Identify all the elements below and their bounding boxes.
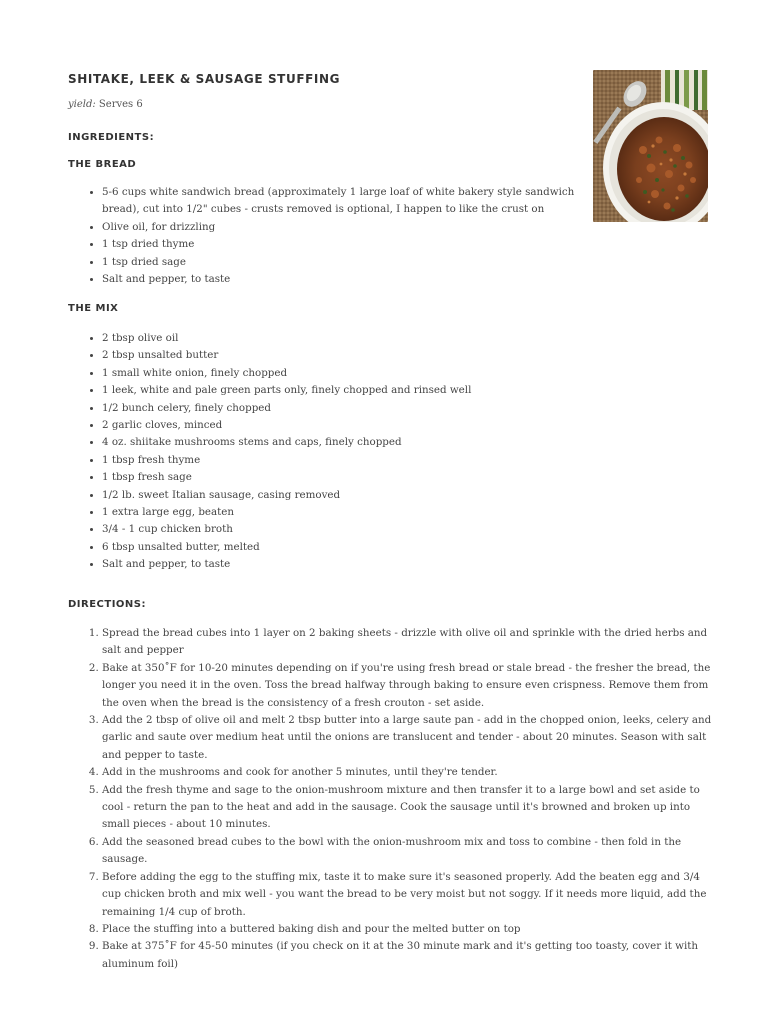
mix-heading: THE MIX [68, 303, 119, 314]
list-item: • 1 tsp dried sage [102, 254, 602, 271]
list-item: • 2 tbsp unsalted butter [102, 347, 662, 364]
direction-step: 3. Add the 2 tbsp of olive oil and melt 2 tbsp butter into a large saute pan - add in the chopped onion, leeks, celery and garlic and saute over medium heat until the onions are translucent and tender - about 20 minutes. Season with salt and pepper to taste. [102, 712, 714, 764]
list-item: • 6 tbsp unsalted butter, melted [102, 539, 662, 556]
list-item: • 2 garlic cloves, minced [102, 417, 662, 434]
list-item: • 1/2 bunch celery, finely chopped [102, 400, 662, 417]
list-item: • 1 leek, white and pale green parts only, finely chopped and rinsed well [102, 382, 662, 399]
directions-list [84, 625, 714, 973]
bread-ingredients-list [84, 184, 602, 288]
list-item: • 2 tbsp olive oil [102, 330, 662, 347]
list-item: • 1 extra large egg, beaten [102, 504, 662, 521]
list-item: • Salt and pepper, to taste [102, 556, 662, 573]
direction-step: 8. Place the stuffing into a buttered baking dish and pour the melted butter on top [102, 921, 714, 938]
direction-step: 6. Add the seasoned bread cubes to the bowl with the onion-mushroom mix and toss to combine - then fold in the sausage. [102, 834, 714, 869]
yield-label: yield: [68, 99, 96, 110]
list-item: • Salt and pepper, to taste [102, 271, 602, 288]
direction-step: 4. Add in the mushrooms and cook for another 5 minutes, until they're tender. [102, 764, 714, 781]
direction-step: 7. Before adding the egg to the stuffing mix, taste it to make sure it's seasoned properly. Add the beaten egg and 3/4 cup chicken broth and mix well - you want the bread to be very moist but not soggy. If it needs more liquid, add the remaining 1/4 cup of broth. [102, 869, 714, 921]
bread-heading: THE BREAD [68, 159, 137, 170]
directions-heading: DIRECTIONS: [68, 599, 147, 610]
recipe-title: SHITAKE, LEEK & SAUSAGE STUFFING [68, 72, 341, 86]
ingredients-heading: INGREDIENTS: [68, 132, 155, 143]
list-item: • 1 tbsp fresh thyme [102, 452, 662, 469]
list-item: • 1 tbsp fresh sage [102, 469, 662, 486]
direction-step: 1. Spread the bread cubes into 1 layer on 2 baking sheets - drizzle with olive oil and sprinkle with the dried herbs and salt and pepper [102, 625, 714, 660]
list-item: • 1/2 lb. sweet Italian sausage, casing removed [102, 487, 662, 504]
list-item: • 3/4 - 1 cup chicken broth [102, 521, 662, 538]
direction-step: 9. Bake at 375˚F for 45-50 minutes (if you check on it at the 30 minute mark and it's getting too toasty, cover it with aluminum foil) [102, 938, 714, 973]
yield-value: Serves 6 [98, 99, 143, 110]
list-item: • 1 small white onion, finely chopped [102, 365, 662, 382]
recipe-yield [68, 99, 143, 110]
direction-step: 5. Add the fresh thyme and sage to the onion-mushroom mixture and then transfer it to a large bowl and set aside to cool - return the pan to the heat and add in the sausage. Cook the sausage until it's browned and broken up into small pieces - about 10 minutes. [102, 782, 714, 834]
list-item: • 4 oz. shiitake mushrooms stems and caps, finely chopped [102, 434, 662, 451]
list-item: • 5-6 cups white sandwich bread (approximately 1 large loaf of white bakery style sandwich bread), cut into 1/2" cubes - crusts removed is optional, I happen to like the crust on [102, 184, 602, 219]
direction-step: 2. Bake at 350˚F for 10-20 minutes depending on if you're using fresh bread or stale bread - the fresher the bread, the longer you need it in the oven. Toss the bread halfway through baking to ensure even crispness. Remove them from the oven when the bread is the consistency of a fresh crouton - set aside. [102, 660, 714, 712]
list-item: • Olive oil, for drizzling [102, 219, 602, 236]
mix-ingredients-list [84, 330, 662, 574]
stuffing-photo [593, 70, 708, 222]
list-item: • 1 tsp dried thyme [102, 236, 602, 253]
